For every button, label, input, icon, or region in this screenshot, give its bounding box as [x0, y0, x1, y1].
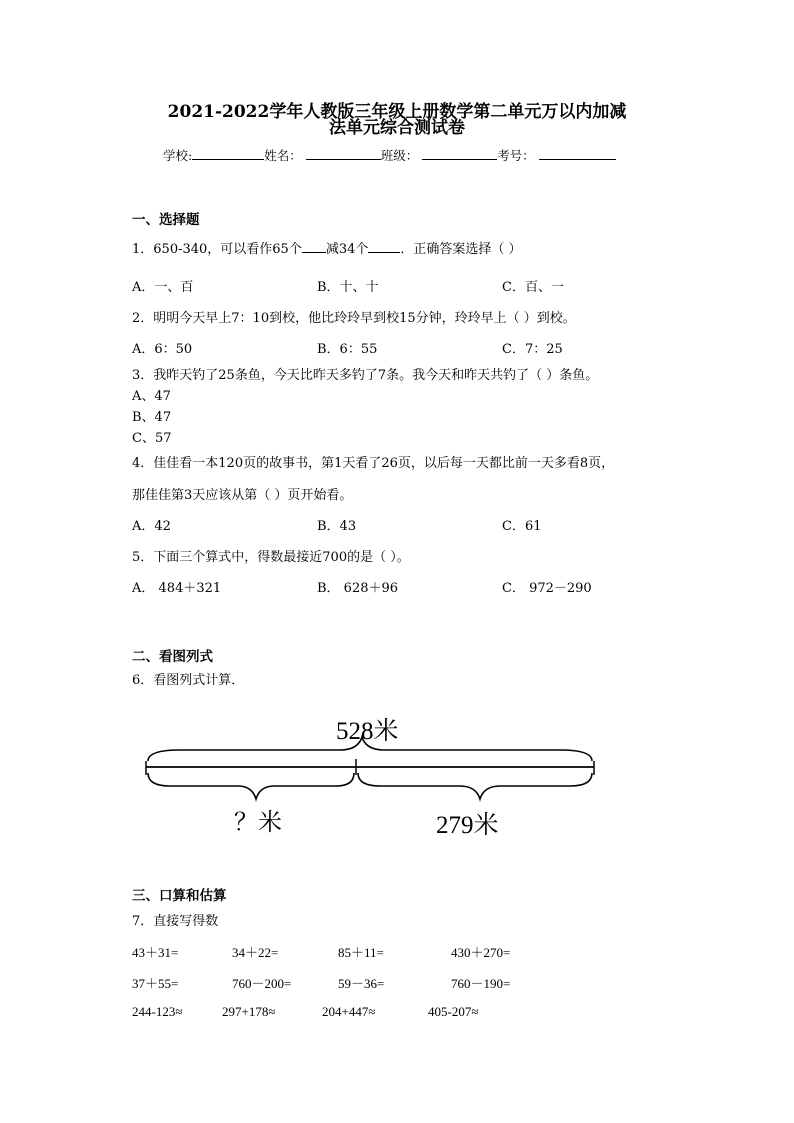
calc-item: 760－200=: [232, 976, 292, 991]
question-7: 7．直接写得数: [132, 914, 219, 929]
page-title-line2: 法单元综合测试卷: [329, 118, 465, 138]
q2-option-c[interactable]: C．7：25: [502, 342, 563, 357]
name-blank[interactable]: [306, 146, 381, 160]
unknown-length-label: ？米: [234, 810, 282, 836]
estimate-item: 204+447≈: [322, 1004, 376, 1019]
known-length-label: 279米: [436, 812, 499, 839]
q5-option-a[interactable]: A． 484＋321: [132, 581, 222, 596]
q1-blank-2[interactable]: [368, 239, 400, 253]
section-heading-mental-math: 三、口算和估算: [132, 888, 227, 904]
class-label: 班级：: [380, 148, 419, 163]
calc-item: 34＋22=: [232, 945, 279, 960]
section-heading-choice: 一、选择题: [132, 212, 200, 228]
school-label: 学校:: [163, 148, 193, 163]
question-6: 6．看图列式计算．: [132, 673, 245, 688]
right-brace: [358, 773, 592, 799]
question-3: 3．我昨天钓了25条鱼，今天比昨天多钓了7条。我今天和昨天共钓了（ ）条鱼。: [132, 368, 599, 383]
calc-item: 43＋31=: [132, 945, 179, 960]
calc-item: 85＋11=: [338, 945, 384, 960]
info-line: [163, 146, 616, 164]
left-brace: [148, 773, 354, 799]
page-title-line1: 2021-2022学年人教版三年级上册数学第二单元万以内加减: [167, 102, 627, 122]
question-4-line1: 4．佳佳看一本120页的故事书，第1天看了26页，以后每一天都比前一天多看8页，: [132, 456, 615, 471]
estimate-item: 297+178≈: [222, 1004, 276, 1019]
section-heading-picture: 二、看图列式: [132, 649, 213, 665]
question-5: 5．下面三个算式中，得数最接近700的是（ ）。: [132, 550, 410, 565]
q2-option-b[interactable]: B．6：55: [317, 342, 378, 357]
number-label: 考号：: [497, 148, 535, 163]
calc-item: 760－190=: [451, 976, 511, 991]
q2-option-a[interactable]: A．6：50: [132, 342, 193, 357]
number-blank[interactable]: [539, 146, 616, 160]
calc-item: 59－36=: [338, 976, 385, 991]
q5-option-b[interactable]: B． 628＋96: [317, 581, 399, 596]
q1-text-a: 1．650-340，可以看作65个: [132, 242, 302, 257]
class-blank[interactable]: [422, 146, 497, 160]
estimate-item: 405-207≈: [428, 1004, 479, 1019]
calc-item: 430＋270=: [451, 945, 511, 960]
q4-option-a[interactable]: A．42: [132, 519, 171, 534]
q3-option-c[interactable]: C、57: [132, 431, 172, 446]
q1-text-b: 减34个: [325, 242, 369, 257]
q4-option-b[interactable]: B．43: [317, 519, 357, 534]
question-2: 2．明明今天早上7：10到校，他比玲玲早到校15分钟，玲玲早上（ ）到校。: [132, 311, 576, 326]
question-4-line2: 那佳佳第3天应该从第（ ）页开始看。: [132, 488, 353, 503]
q4-option-c[interactable]: C．61: [502, 519, 542, 534]
segment-diagram: [130, 705, 600, 850]
name-label: 姓名：: [264, 148, 302, 163]
question-1: [132, 238, 522, 257]
q1-text-c: ．正确答案选择（ ）: [400, 242, 522, 257]
estimate-item: 244-123≈: [132, 1004, 183, 1019]
q1-option-b[interactable]: B．十、十: [317, 280, 379, 295]
q3-option-b[interactable]: B、47: [132, 410, 172, 425]
q1-option-a[interactable]: A．一、百: [132, 280, 194, 295]
q1-blank-1[interactable]: [302, 239, 326, 253]
q5-option-c[interactable]: C． 972－290: [502, 581, 592, 596]
q3-option-a[interactable]: A、47: [132, 389, 171, 404]
calc-item: 37＋55=: [132, 976, 179, 991]
total-length-label: 528米: [336, 718, 399, 745]
school-blank[interactable]: [192, 146, 264, 160]
q1-option-c[interactable]: C．百、一: [502, 280, 564, 295]
